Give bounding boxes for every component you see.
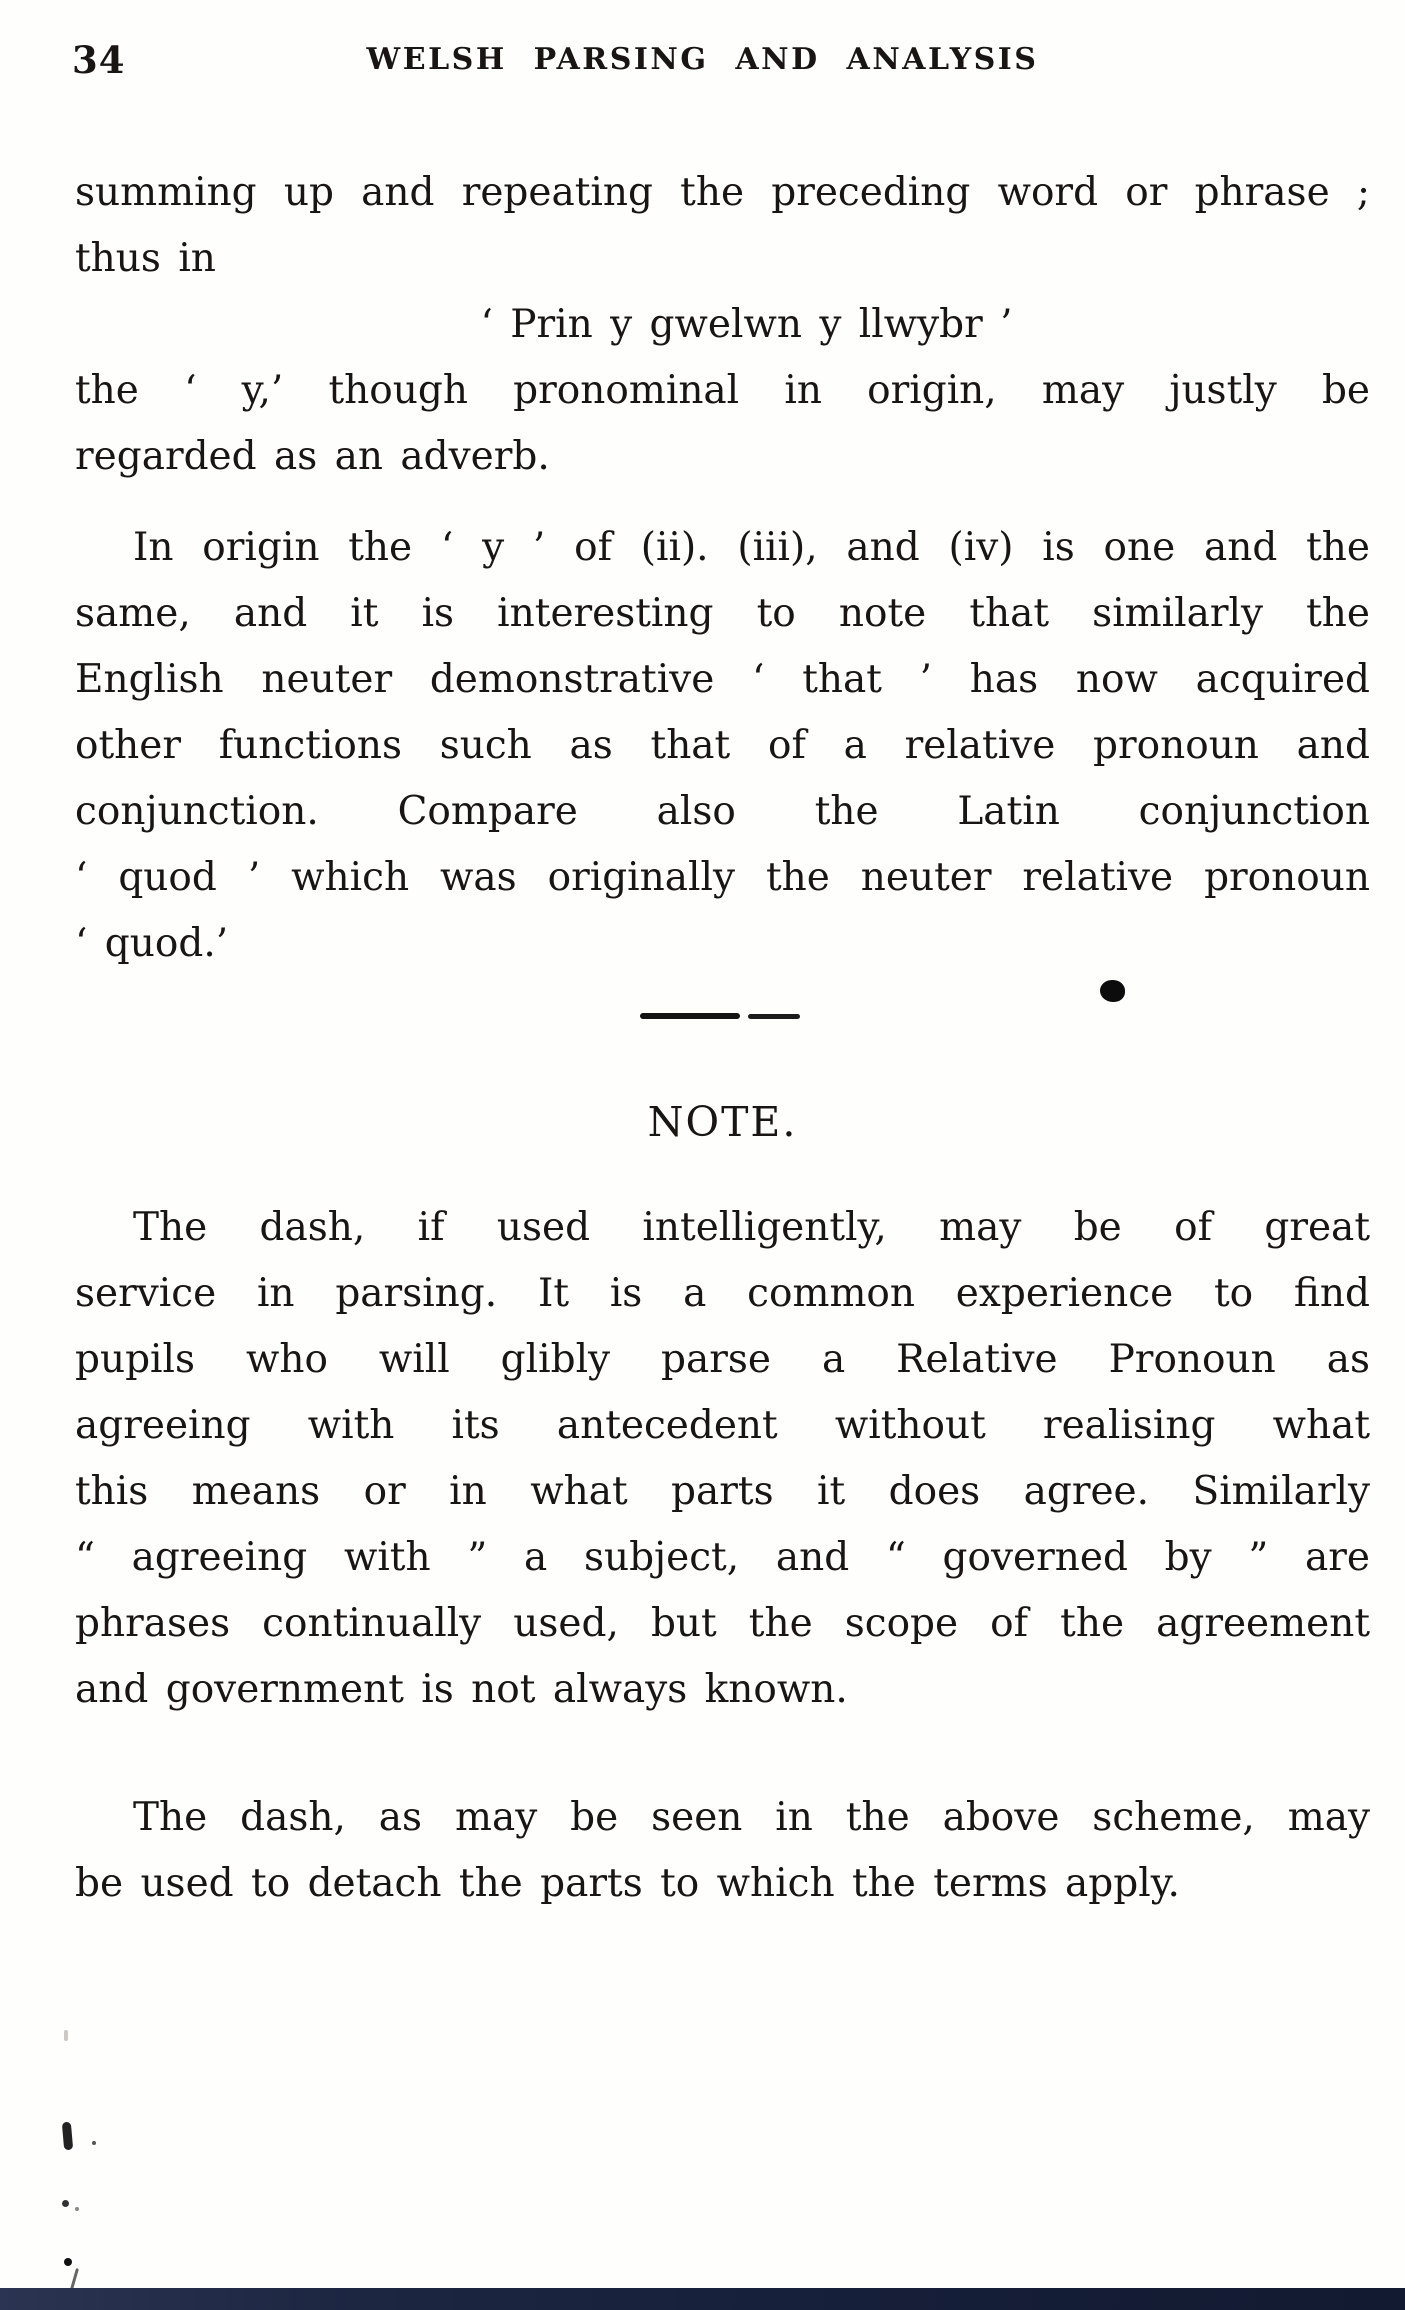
text-line: ‘ quod ’ which was originally the neuter relative pronoun xyxy=(75,855,1370,900)
running-head xyxy=(0,36,1405,86)
text-line: the ‘ y,’ though pronominal in origin, may justly be xyxy=(75,368,1370,413)
ink-speck xyxy=(64,2030,68,2041)
text-line: English neuter demonstrative ‘ that ’ has now acquired xyxy=(75,657,1370,702)
text-line: regarded as an adverb. xyxy=(75,434,550,479)
ink-speck xyxy=(70,2268,79,2290)
section-divider-dash-short xyxy=(748,1014,800,1019)
section-divider-dash-long xyxy=(640,1013,740,1019)
text-line: ‘ quod.’ xyxy=(75,921,229,966)
text-line: service in parsing. It is a common experience to find xyxy=(75,1271,1370,1316)
ink-dot xyxy=(1100,980,1125,1002)
text-line: phrases continually used, but the scope of the agreement xyxy=(75,1601,1370,1646)
text-line: summing up and repeating the preceding word or phrase ; xyxy=(75,170,1370,215)
paragraph xyxy=(75,515,1370,977)
text-line: be used to detach the parts to which the terms apply. xyxy=(75,1861,1180,1906)
text-line: The dash, as may be seen in the above scheme, may xyxy=(133,1795,1370,1840)
ink-speck xyxy=(92,2141,96,2145)
text-line: conjunction. Compare also the Latin conjunction xyxy=(75,789,1370,834)
text-line: “ agreeing with ” a subject, and “ governed by ” are xyxy=(75,1535,1370,1580)
paragraph xyxy=(75,1785,1370,1917)
page-body-text xyxy=(75,160,1370,1917)
text-line: and government is not always known. xyxy=(75,1667,848,1712)
paragraph xyxy=(75,160,1370,490)
text-line: pupils who will glibly parse a Relative Pronoun as xyxy=(75,1337,1370,1382)
note-section-heading: NOTE. xyxy=(647,1098,798,1146)
text-line: agreeing with its antecedent without realising what xyxy=(75,1403,1370,1448)
ink-speck xyxy=(62,2122,73,2151)
ink-speck xyxy=(64,2258,72,2266)
ink-speck xyxy=(75,2207,79,2211)
text-line: other functions such as that of a relative pronoun and xyxy=(75,723,1370,768)
verse-quote-line: ‘ Prin y gwelwn y llwybr ’ xyxy=(480,302,1013,347)
text-line: this means or in what parts it does agree. Similarly xyxy=(75,1469,1370,1514)
text-line: thus in xyxy=(75,236,216,281)
paragraph xyxy=(75,1195,1370,1723)
bottom-scan-bar xyxy=(0,2288,1405,2310)
page-header-title: WELSH PARSING AND ANALYSIS xyxy=(366,42,1039,77)
page-number: 34 xyxy=(72,38,126,82)
text-line: same, and it is interesting to note that similarly the xyxy=(75,591,1370,636)
ink-speck xyxy=(62,2200,69,2207)
text-line: In origin the ‘ y ’ of (ii). (iii), and (iv) is one and the xyxy=(133,525,1370,570)
text-line: The dash, if used intelligently, may be of great xyxy=(133,1205,1370,1250)
